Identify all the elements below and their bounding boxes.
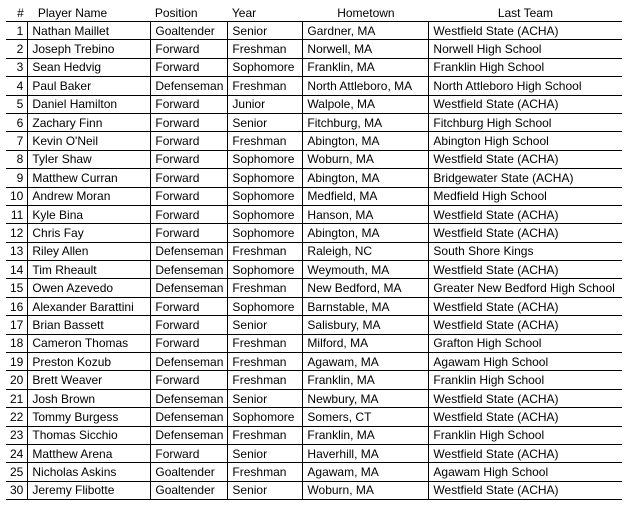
table-row bbox=[6, 58, 622, 76]
table-row bbox=[6, 205, 622, 223]
cell-hometown: Salisbury, MA bbox=[303, 316, 429, 334]
cell-last-team: Agawam High School bbox=[429, 463, 622, 481]
cell-year: Freshman bbox=[228, 279, 303, 297]
cell-hometown: Abington, MA bbox=[303, 132, 429, 150]
cell-number: 19 bbox=[6, 353, 28, 371]
header-hometown: Hometown bbox=[303, 4, 429, 22]
cell-player-name: Kevin O'Neil bbox=[28, 132, 151, 150]
cell-hometown: Gardner, MA bbox=[303, 22, 429, 40]
cell-position: Defenseman bbox=[151, 408, 228, 426]
cell-player-name: Tyler Shaw bbox=[28, 150, 151, 168]
cell-year: Senior bbox=[228, 444, 303, 462]
cell-year: Sophomore bbox=[228, 169, 303, 187]
cell-number: 18 bbox=[6, 334, 28, 352]
cell-year: Junior bbox=[228, 95, 303, 113]
cell-player-name: Zachary Finn bbox=[28, 113, 151, 131]
cell-year: Freshman bbox=[228, 334, 303, 352]
cell-position: Goaltender bbox=[151, 481, 228, 499]
cell-hometown: Abington, MA bbox=[303, 169, 429, 187]
cell-position: Forward bbox=[151, 132, 228, 150]
table-row bbox=[6, 187, 622, 205]
cell-number: 1 bbox=[6, 22, 28, 40]
cell-number: 4 bbox=[6, 77, 28, 95]
cell-hometown: Somers, CT bbox=[303, 408, 429, 426]
cell-position: Defenseman bbox=[151, 353, 228, 371]
cell-player-name: Brian Bassett bbox=[28, 316, 151, 334]
cell-last-team: Grafton High School bbox=[429, 334, 622, 352]
cell-hometown: Norwell, MA bbox=[303, 40, 429, 58]
cell-number: 12 bbox=[6, 224, 28, 242]
cell-hometown: Agawam, MA bbox=[303, 353, 429, 371]
cell-number: 22 bbox=[6, 408, 28, 426]
cell-last-team: Westfield State (ACHA) bbox=[429, 95, 622, 113]
cell-hometown: Agawam, MA bbox=[303, 463, 429, 481]
cell-year: Freshman bbox=[228, 353, 303, 371]
cell-number: 6 bbox=[6, 113, 28, 131]
table-row bbox=[6, 353, 622, 371]
cell-position: Forward bbox=[151, 150, 228, 168]
cell-last-team: Westfield State (ACHA) bbox=[429, 150, 622, 168]
table-row bbox=[6, 389, 622, 407]
cell-hometown: Raleigh, NC bbox=[303, 242, 429, 260]
cell-last-team: Fitchburg High School bbox=[429, 113, 622, 131]
cell-player-name: Alexander Barattini bbox=[28, 297, 151, 315]
cell-hometown: Abington, MA bbox=[303, 224, 429, 242]
cell-last-team: Westfield State (ACHA) bbox=[429, 389, 622, 407]
cell-year: Sophomore bbox=[228, 187, 303, 205]
cell-number: 3 bbox=[6, 58, 28, 76]
cell-hometown: Barnstable, MA bbox=[303, 297, 429, 315]
cell-position: Defenseman bbox=[151, 389, 228, 407]
cell-player-name: Thomas Sicchio bbox=[28, 426, 151, 444]
cell-year: Freshman bbox=[228, 371, 303, 389]
cell-position: Forward bbox=[151, 205, 228, 223]
cell-number: 24 bbox=[6, 444, 28, 462]
cell-last-team: Westfield State (ACHA) bbox=[429, 224, 622, 242]
cell-player-name: Tim Rheault bbox=[28, 261, 151, 279]
cell-year: Senior bbox=[228, 316, 303, 334]
cell-hometown: Medfield, MA bbox=[303, 187, 429, 205]
table-row bbox=[6, 224, 622, 242]
cell-position: Forward bbox=[151, 371, 228, 389]
table-row bbox=[6, 444, 622, 462]
cell-hometown: Woburn, MA bbox=[303, 150, 429, 168]
cell-year: Senior bbox=[228, 22, 303, 40]
cell-number: 9 bbox=[6, 169, 28, 187]
cell-number: 15 bbox=[6, 279, 28, 297]
cell-player-name: Nicholas Askins bbox=[28, 463, 151, 481]
cell-hometown: Walpole, MA bbox=[303, 95, 429, 113]
cell-year: Senior bbox=[228, 389, 303, 407]
cell-player-name: Jeremy Flibotte bbox=[28, 481, 151, 499]
roster-table-container bbox=[6, 4, 622, 500]
cell-last-team: Westfield State (ACHA) bbox=[429, 408, 622, 426]
cell-hometown: Franklin, MA bbox=[303, 426, 429, 444]
cell-last-team: Medfield High School bbox=[429, 187, 622, 205]
cell-player-name: Matthew Curran bbox=[28, 169, 151, 187]
cell-number: 8 bbox=[6, 150, 28, 168]
table-row bbox=[6, 463, 622, 481]
cell-year: Sophomore bbox=[228, 297, 303, 315]
table-row bbox=[6, 95, 622, 113]
cell-number: 7 bbox=[6, 132, 28, 150]
cell-position: Forward bbox=[151, 169, 228, 187]
cell-position: Forward bbox=[151, 224, 228, 242]
cell-last-team: Westfield State (ACHA) bbox=[429, 205, 622, 223]
cell-player-name: Nathan Maillet bbox=[28, 22, 151, 40]
table-row bbox=[6, 316, 622, 334]
cell-number: 17 bbox=[6, 316, 28, 334]
cell-last-team: Greater New Bedford High School bbox=[429, 279, 622, 297]
table-row bbox=[6, 426, 622, 444]
cell-number: 5 bbox=[6, 95, 28, 113]
cell-player-name: Chris Fay bbox=[28, 224, 151, 242]
table-row bbox=[6, 132, 622, 150]
cell-year: Freshman bbox=[228, 426, 303, 444]
cell-number: 14 bbox=[6, 261, 28, 279]
header-player-name: Player Name bbox=[28, 4, 151, 22]
cell-position: Goaltender bbox=[151, 22, 228, 40]
table-row bbox=[6, 169, 622, 187]
cell-last-team: Abington High School bbox=[429, 132, 622, 150]
table-row bbox=[6, 113, 622, 131]
cell-year: Freshman bbox=[228, 242, 303, 260]
table-row bbox=[6, 297, 622, 315]
cell-hometown: Franklin, MA bbox=[303, 371, 429, 389]
cell-last-team: Westfield State (ACHA) bbox=[429, 316, 622, 334]
cell-player-name: Sean Hedvig bbox=[28, 58, 151, 76]
table-row bbox=[6, 334, 622, 352]
cell-hometown: North Attleboro, MA bbox=[303, 77, 429, 95]
cell-player-name: Tommy Burgess bbox=[28, 408, 151, 426]
cell-last-team: South Shore Kings bbox=[429, 242, 622, 260]
header-year: Year bbox=[228, 4, 303, 22]
cell-last-team: Bridgewater State (ACHA) bbox=[429, 169, 622, 187]
cell-year: Sophomore bbox=[228, 408, 303, 426]
table-row bbox=[6, 279, 622, 297]
cell-year: Sophomore bbox=[228, 261, 303, 279]
cell-number: 25 bbox=[6, 463, 28, 481]
cell-position: Defenseman bbox=[151, 279, 228, 297]
cell-hometown: Woburn, MA bbox=[303, 481, 429, 499]
cell-hometown: Franklin, MA bbox=[303, 58, 429, 76]
cell-year: Senior bbox=[228, 113, 303, 131]
cell-player-name: Cameron Thomas bbox=[28, 334, 151, 352]
cell-player-name: Paul Baker bbox=[28, 77, 151, 95]
cell-last-team: Agawam High School bbox=[429, 353, 622, 371]
cell-number: 21 bbox=[6, 389, 28, 407]
cell-hometown: Haverhill, MA bbox=[303, 444, 429, 462]
cell-player-name: Riley Allen bbox=[28, 242, 151, 260]
cell-last-team: Westfield State (ACHA) bbox=[429, 297, 622, 315]
table-row bbox=[6, 77, 622, 95]
cell-number: 11 bbox=[6, 205, 28, 223]
cell-last-team: Westfield State (ACHA) bbox=[429, 261, 622, 279]
header-last-team: Last Team bbox=[429, 4, 622, 22]
cell-hometown: Fitchburg, MA bbox=[303, 113, 429, 131]
table-row bbox=[6, 371, 622, 389]
cell-last-team: Norwell High School bbox=[429, 40, 622, 58]
cell-position: Forward bbox=[151, 316, 228, 334]
cell-last-team: Franklin High School bbox=[429, 58, 622, 76]
header-position: Position bbox=[151, 4, 228, 22]
cell-position: Forward bbox=[151, 444, 228, 462]
roster-body bbox=[6, 22, 622, 500]
cell-number: 20 bbox=[6, 371, 28, 389]
cell-position: Defenseman bbox=[151, 77, 228, 95]
cell-position: Forward bbox=[151, 334, 228, 352]
cell-hometown: Milford, MA bbox=[303, 334, 429, 352]
cell-number: 2 bbox=[6, 40, 28, 58]
cell-hometown: Hanson, MA bbox=[303, 205, 429, 223]
cell-position: Defenseman bbox=[151, 242, 228, 260]
cell-number: 30 bbox=[6, 481, 28, 499]
cell-position: Forward bbox=[151, 113, 228, 131]
cell-player-name: Joseph Trebino bbox=[28, 40, 151, 58]
cell-year: Sophomore bbox=[228, 224, 303, 242]
header-number: # bbox=[6, 4, 28, 22]
cell-position: Goaltender bbox=[151, 463, 228, 481]
cell-hometown: Newbury, MA bbox=[303, 389, 429, 407]
table-row bbox=[6, 261, 622, 279]
cell-position: Forward bbox=[151, 40, 228, 58]
roster-table bbox=[6, 4, 622, 500]
cell-year: Freshman bbox=[228, 132, 303, 150]
table-row bbox=[6, 150, 622, 168]
cell-number: 13 bbox=[6, 242, 28, 260]
cell-position: Forward bbox=[151, 297, 228, 315]
cell-player-name: Daniel Hamilton bbox=[28, 95, 151, 113]
cell-position: Forward bbox=[151, 187, 228, 205]
cell-position: Defenseman bbox=[151, 426, 228, 444]
cell-position: Defenseman bbox=[151, 261, 228, 279]
cell-last-team: Westfield State (ACHA) bbox=[429, 444, 622, 462]
cell-position: Forward bbox=[151, 58, 228, 76]
cell-year: Freshman bbox=[228, 77, 303, 95]
cell-player-name: Owen Azevedo bbox=[28, 279, 151, 297]
cell-hometown: New Bedford, MA bbox=[303, 279, 429, 297]
cell-year: Sophomore bbox=[228, 150, 303, 168]
cell-number: 10 bbox=[6, 187, 28, 205]
cell-number: 23 bbox=[6, 426, 28, 444]
table-row bbox=[6, 481, 622, 499]
cell-year: Freshman bbox=[228, 463, 303, 481]
cell-number: 16 bbox=[6, 297, 28, 315]
table-row bbox=[6, 22, 622, 40]
cell-player-name: Preston Kozub bbox=[28, 353, 151, 371]
cell-player-name: Kyle Bina bbox=[28, 205, 151, 223]
cell-last-team: Westfield State (ACHA) bbox=[429, 481, 622, 499]
cell-player-name: Josh Brown bbox=[28, 389, 151, 407]
cell-year: Senior bbox=[228, 481, 303, 499]
cell-player-name: Brett Weaver bbox=[28, 371, 151, 389]
cell-hometown: Weymouth, MA bbox=[303, 261, 429, 279]
header-row bbox=[6, 4, 622, 22]
cell-last-team: Franklin High School bbox=[429, 426, 622, 444]
table-row bbox=[6, 408, 622, 426]
table-row bbox=[6, 242, 622, 260]
cell-year: Sophomore bbox=[228, 58, 303, 76]
cell-player-name: Matthew Arena bbox=[28, 444, 151, 462]
cell-last-team: Franklin High School bbox=[429, 371, 622, 389]
cell-last-team: North Attleboro High School bbox=[429, 77, 622, 95]
cell-year: Sophomore bbox=[228, 205, 303, 223]
cell-year: Freshman bbox=[228, 40, 303, 58]
table-row bbox=[6, 40, 622, 58]
cell-position: Forward bbox=[151, 95, 228, 113]
cell-last-team: Westfield State (ACHA) bbox=[429, 22, 622, 40]
cell-player-name: Andrew Moran bbox=[28, 187, 151, 205]
